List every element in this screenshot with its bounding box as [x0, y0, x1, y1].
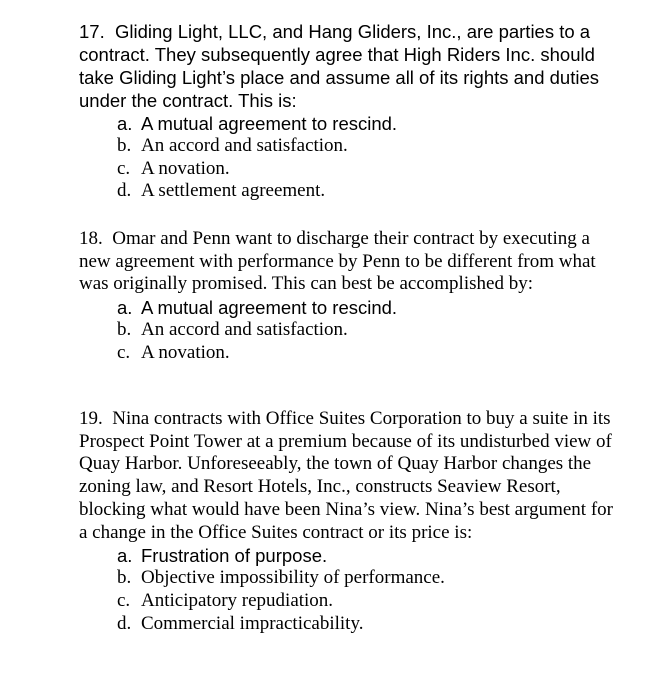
question-number: 18.: [79, 228, 103, 249]
option-19d: [117, 613, 619, 636]
option-17b: [117, 135, 619, 158]
option-letter: a.: [117, 545, 133, 567]
option-text: A novation.: [141, 157, 230, 179]
question-text: Omar and Penn want to discharge their contract by executing a new agreement with performance by Penn to be different from what was originally promised. This can best be accomplished by:: [79, 228, 596, 295]
question-19-options: [79, 544, 619, 635]
question-number: 17.: [79, 21, 105, 42]
option-letter: c.: [117, 157, 131, 179]
option-text: An accord and satisfaction.: [141, 319, 348, 341]
option-letter: d.: [117, 612, 132, 634]
option-text: A mutual agreement to rescind.: [141, 297, 398, 319]
option-17d: [117, 180, 619, 203]
option-17c: [117, 158, 619, 181]
question-18: [79, 228, 619, 365]
option-letter: c.: [117, 341, 131, 363]
option-17a: [117, 112, 619, 135]
option-letter: d.: [117, 180, 132, 202]
option-letter: a.: [117, 297, 133, 319]
option-18a: [117, 296, 619, 319]
question-18-options: [79, 296, 619, 364]
question-number: 19.: [79, 408, 103, 429]
option-18b: [117, 319, 619, 342]
question-19: [79, 408, 619, 635]
question-18-stem: [79, 228, 619, 296]
option-text: Frustration of purpose.: [141, 545, 328, 567]
question-17-stem: [79, 20, 619, 112]
option-19a: [117, 544, 619, 567]
question-text: Nina contracts with Office Suites Corporation to buy a suite in its Prospect Point Tower at a premium because of its undisturbed view of Quay Harbor. Unforeseeably, the town of Quay Harbor changes the zoning law, and Resort Hotels, Inc., constructs Seaview Resort, blocking what would have been Nina’s view. Nina’s best argument for a change in the Office Suites contract or its price is:: [79, 408, 613, 543]
option-letter: c.: [117, 589, 131, 611]
option-text: An accord and satisfaction.: [141, 135, 348, 156]
question-19-stem: [79, 408, 619, 544]
option-text: A novation.: [141, 341, 230, 363]
option-letter: b.: [117, 135, 132, 156]
option-18c: [117, 342, 619, 365]
option-letter: b.: [117, 567, 132, 589]
question-text: Gliding Light, LLC, and Hang Gliders, Inc., are parties to a contract. They subsequently agree that High Riders Inc. should take Gliding Light’s place and assume all of its rights and duties under the contract. This is:: [79, 21, 600, 111]
option-text: A settlement agreement.: [141, 180, 326, 202]
option-text: Anticipatory repudiation.: [141, 589, 334, 611]
option-letter: b.: [117, 319, 132, 341]
option-text: Objective impossibility of performance.: [141, 567, 445, 589]
option-text: A mutual agreement to rescind.: [141, 113, 398, 134]
option-text: Commercial impracticability.: [141, 612, 364, 634]
question-17-options: [79, 112, 619, 203]
option-letter: a.: [117, 113, 133, 134]
option-19c: [117, 590, 619, 613]
question-17: [79, 20, 619, 203]
option-19b: [117, 567, 619, 590]
